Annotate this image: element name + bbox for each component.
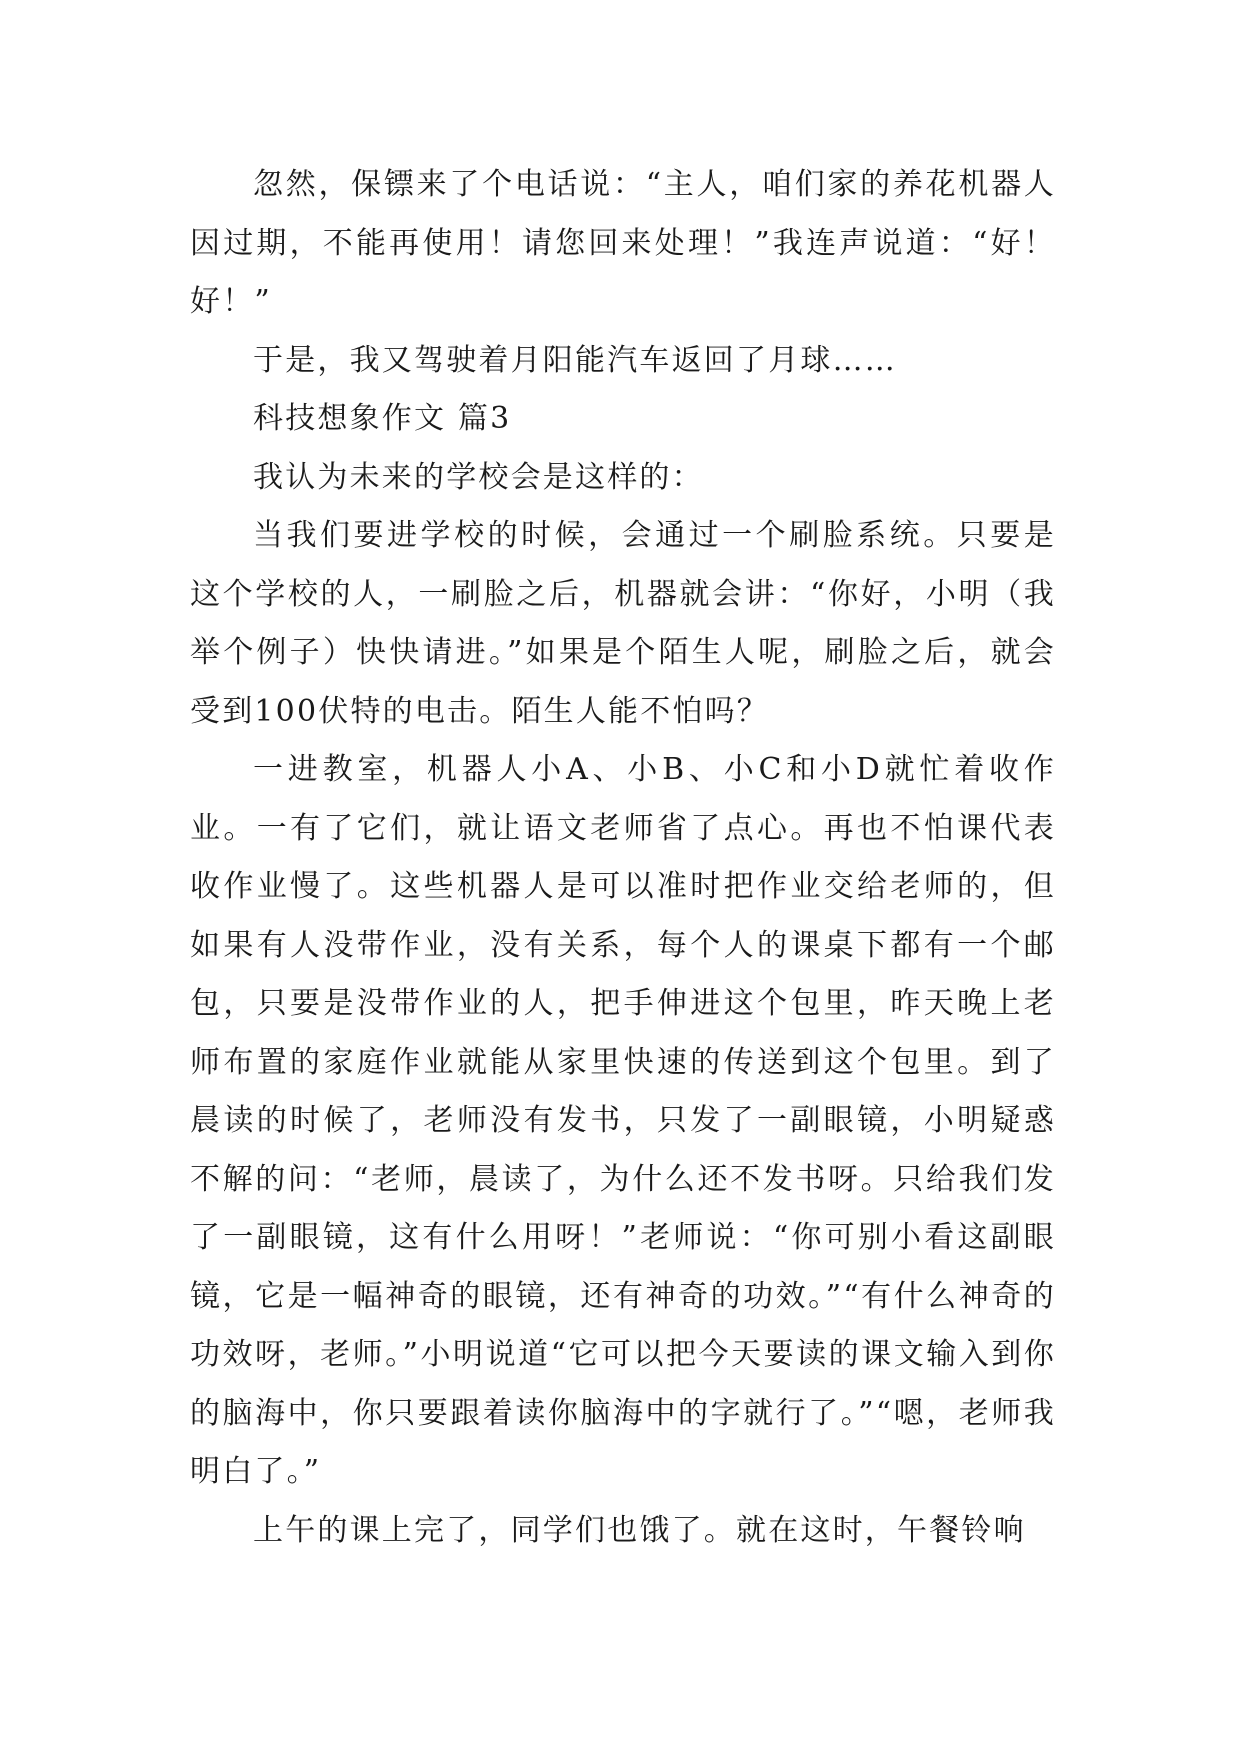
paragraph: 一进教室，机器人小A、小B、小C和小D就忙着收作业。一有了它们，就让语文老师省了点心。再也不怕课代表收作业慢了。这些机器人是可以准时把作业交给老师的，但如果有人没带作业，没有关系，每个人的课桌下都有一个邮包，只要是没带作业的人，把手伸进这个包里，昨天晚上老师布置的家庭作业就能从家里快速的传送到这个包里。到了晨读的时候了，老师没有发书，只发了一副眼镜，小明疑惑不解的问：“老师，晨读了，为什么还不发书呀。只给我们发了一副眼镜，这有什么用呀！”老师说：“你可别小看这副眼镜，它是一幅神奇的眼镜，还有神奇的功效。”“有什么神奇的功效呀，老师。”小明说道“它可以把今天要读的课文输入到你的脑海中，你只要跟着读你脑海中的字就行了。”“嗯，老师我明白了。” [190,752,1056,1489]
paragraph: 上午的课上完了，同学们也饿了。就在这时，午餐铃响 [253,1512,1026,1548]
section-heading: 科技想象作文 篇3 [253,401,512,436]
paragraph: 忽然，保镖来了个电话说：“主人，咱们家的养花机器人因过期，不能再使用！请您回来处理！”我连声说道：“好！好！” [190,167,1056,319]
paragraph: 于是，我又驾驶着月阳能汽车返回了月球…… [253,342,897,378]
document-body [190,156,1056,1560]
paragraph: 当我们要进学校的时候，会通过一个刷脸系统。只要是这个学校的人，一刷脸之后，机器就会讲：“你好，小明（我举个例子）快快请进。”如果是个陌生人呢，刷脸之后，就会受到100伏特的电击。陌生人能不怕吗？ [190,518,1056,729]
paragraph: 我认为未来的学校会是这样的： [253,459,704,495]
